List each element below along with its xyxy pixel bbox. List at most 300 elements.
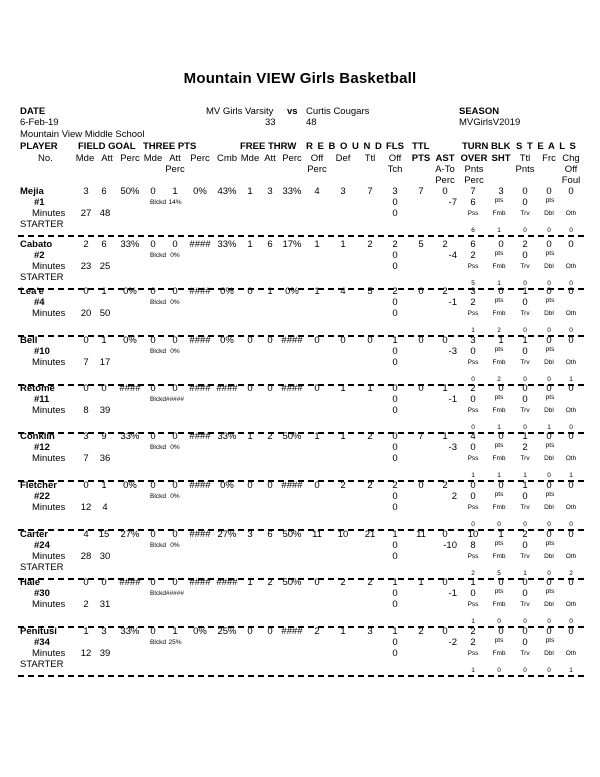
player-chg: 0 [568, 577, 574, 588]
minutes-label: Minutes [32, 357, 66, 368]
player-stl: 2 [522, 529, 528, 540]
dbl-label: Dbl [544, 553, 554, 560]
player-tpp: #### [189, 239, 211, 250]
minutes-label: Minutes [32, 261, 66, 272]
tp-perc-header: Perc [190, 153, 210, 164]
player-stl: 1 [522, 335, 528, 346]
player-dreb: 1 [340, 626, 346, 637]
oth-label: Oth [565, 553, 577, 560]
player-ttl: 7 [418, 186, 424, 197]
player-ato: -7 [448, 197, 457, 208]
player-stl-pts: 0 [522, 346, 528, 357]
turnover-pts-label: pts [494, 346, 504, 353]
player-fgm: 3 [83, 186, 89, 197]
rebound-col-header: R E B O U N D [306, 141, 383, 152]
player-dreb: 10 [337, 529, 349, 540]
blckd-perc: 0% [170, 348, 180, 355]
pss-value: 5 [471, 280, 475, 287]
player-tpa: 0 [172, 529, 178, 540]
player-dreb: 2 [340, 480, 346, 491]
player-num: #10 [34, 346, 50, 357]
three-pts-col-header: THREE PTS [143, 141, 197, 152]
player-ast: 1 [442, 431, 448, 442]
player-min2: 39 [99, 405, 111, 416]
home-score: 33 [265, 117, 276, 128]
player-ttl: 1 [418, 577, 424, 588]
player-blk: 0 [498, 383, 504, 394]
dbl-label: Dbl [544, 210, 554, 217]
fmb-value: 2 [497, 376, 501, 383]
player-ftp: #### [281, 335, 303, 346]
player-tch: 0 [392, 648, 398, 659]
player-chg: 0 [546, 626, 552, 637]
player-chg: 0 [568, 239, 574, 250]
oth-value: 1 [569, 376, 573, 383]
fmb-label: Fmb [492, 310, 506, 317]
player-fls: 0 [392, 383, 398, 394]
player-ast: 0 [442, 626, 448, 637]
vs-label: vs [287, 106, 298, 117]
blckd-label: Blckd [150, 444, 166, 451]
player-fta: 2 [267, 577, 273, 588]
fmb-value: 0 [497, 521, 501, 528]
player-row [0, 577, 600, 629]
player-fgp: #### [119, 383, 141, 394]
player-stl: 1 [522, 431, 528, 442]
player-fgp: 0% [123, 335, 137, 346]
ft-perc-header: Perc [282, 153, 302, 164]
fmb-value: 1 [497, 472, 501, 479]
player-dreb: 1 [340, 239, 346, 250]
player-stl-pts: 0 [522, 250, 528, 261]
player-ast: 2 [442, 286, 448, 297]
player-min1: 23 [80, 261, 92, 272]
oth-label: Oth [565, 359, 577, 366]
player-ftm: 0 [247, 383, 253, 394]
pss-label: Pss [467, 310, 479, 317]
player-ast: 2 [442, 239, 448, 250]
player-stl: 0 [522, 383, 528, 394]
player-fls: 1 [392, 529, 398, 540]
player-tpa: 1 [172, 626, 178, 637]
player-blk: 1 [498, 529, 504, 540]
player-treb: 21 [364, 529, 376, 540]
player-num: #12 [34, 442, 50, 453]
player-to-pts: 6 [470, 197, 476, 208]
minutes-label: Minutes [32, 648, 66, 659]
player-fta: 1 [267, 286, 273, 297]
player-cmb: 33% [217, 431, 237, 442]
player-fgm: 0 [83, 286, 89, 297]
player-ftp: #### [281, 480, 303, 491]
player-col-header: PLAYER [20, 141, 58, 152]
player-min2: 17 [99, 357, 111, 368]
player-dreb: 1 [340, 431, 346, 442]
player-blk: 3 [498, 186, 504, 197]
player-fga: 3 [101, 626, 107, 637]
player-ato: -3 [448, 346, 457, 357]
player-treb: 2 [367, 239, 373, 250]
player-chg: 0 [546, 431, 552, 442]
player-num: #30 [34, 588, 50, 599]
dbl-value: 0 [547, 472, 551, 479]
player-to: 4 [470, 431, 476, 442]
turnover-pts-label: pts [494, 250, 504, 257]
player-dreb: 2 [340, 577, 346, 588]
player-fgm: 0 [83, 577, 89, 588]
blckd-perc: ##### [165, 590, 185, 597]
player-chg: 0 [568, 480, 574, 491]
player-cmb: 33% [217, 239, 237, 250]
away-score: 48 [306, 117, 317, 128]
player-oreb: 11 [312, 529, 322, 540]
trv-value: 0 [523, 618, 527, 625]
player-fga: 1 [101, 335, 107, 346]
dbl-label: Dbl [544, 407, 554, 414]
cmb-header: Cmb [216, 153, 238, 164]
trv-label: Trv [520, 359, 530, 366]
player-chg: 0 [568, 286, 574, 297]
player-to-pts: 8 [470, 540, 476, 551]
player-ttl: 0 [418, 335, 424, 346]
player-fta: 0 [267, 335, 273, 346]
oth-label: Oth [565, 504, 577, 511]
player-oreb: 1 [314, 239, 320, 250]
player-fta: 0 [267, 383, 273, 394]
player-tch: 0 [392, 551, 398, 562]
oth-value: 1 [569, 472, 573, 479]
player-name: Hale [20, 577, 41, 588]
dbl-label: Dbl [544, 359, 554, 366]
player-ftm: 3 [247, 529, 253, 540]
player-row [0, 239, 600, 291]
pss-value: 6 [471, 227, 475, 234]
player-min2: 36 [99, 453, 111, 464]
fmb-label: Fmb [492, 553, 506, 560]
pss-label: Pss [467, 601, 479, 608]
trv-label: Trv [520, 210, 530, 217]
pss-label: Pss [467, 650, 479, 657]
player-fls: 2 [392, 286, 398, 297]
player-name: Mejia [20, 186, 44, 197]
player-tpp: #### [189, 335, 211, 346]
trv-value: 1 [523, 472, 527, 479]
season-name: MVGirlsV2019 [459, 117, 521, 128]
player-fls: 1 [392, 335, 398, 346]
fmb-label: Fmb [492, 263, 506, 270]
player-chg: 0 [568, 383, 574, 394]
blckd-label: Blckd [150, 396, 166, 403]
steal-pts-label: pts [545, 250, 555, 257]
pss-label: Pss [467, 359, 479, 366]
oth-label: Oth [565, 210, 577, 217]
player-fls: 2 [392, 480, 398, 491]
player-ast: 0 [442, 529, 448, 540]
fmb-value: 0 [497, 667, 501, 674]
trv-label: Trv [520, 650, 530, 657]
trv-label: Trv [520, 310, 530, 317]
a-to-perc-header: Perc [435, 175, 455, 186]
dbl-value: 0 [547, 376, 551, 383]
player-ftm: 0 [247, 480, 253, 491]
pss-label: Pss [467, 210, 479, 217]
player-oreb: 0 [314, 577, 320, 588]
ast-header: AST [435, 153, 455, 164]
player-blk: 1 [498, 335, 504, 346]
player-ftm: 0 [247, 286, 253, 297]
date-label: DATE [20, 106, 46, 117]
player-ttl: 5 [418, 239, 424, 250]
blckd-perc: ##### [165, 396, 185, 403]
player-stl: 1 [522, 480, 528, 491]
home-team: MV Girls Varsity [206, 106, 274, 117]
player-fga: 15 [98, 529, 110, 540]
dbl-value: 0 [547, 618, 551, 625]
turnover-pts-label: pts [494, 491, 504, 498]
player-cmb: 0% [220, 286, 234, 297]
dbl-value: 0 [547, 227, 551, 234]
dbl-label: Dbl [544, 601, 554, 608]
trv-label: Trv [520, 263, 530, 270]
oth-label: Oth [565, 310, 577, 317]
player-to-pts: 0 [470, 442, 476, 453]
tp-made-header: Mde [143, 153, 163, 164]
player-oreb: 4 [314, 186, 320, 197]
player-tpp: 0% [193, 626, 207, 637]
player-num: #2 [34, 250, 45, 261]
player-fga: 0 [101, 383, 107, 394]
player-ttl: 2 [418, 626, 424, 637]
player-dreb: 4 [340, 286, 346, 297]
steals-col-header: S T E A L S [516, 141, 577, 152]
player-fta: 0 [267, 480, 273, 491]
player-fgp: #### [119, 577, 141, 588]
minutes-label: Minutes [32, 502, 66, 513]
trv-value: 1 [523, 570, 527, 577]
player-treb: 2 [367, 431, 373, 442]
player-name: Conklin [20, 431, 55, 442]
ttl-col-header: TTL [412, 141, 430, 152]
player-fta: 0 [267, 626, 273, 637]
player-min2: 25 [99, 261, 111, 272]
player-min1: 7 [83, 453, 89, 464]
player-row [0, 480, 600, 532]
blk-col-header: BLK [491, 141, 511, 152]
player-chg: 0 [568, 186, 574, 197]
player-fgm: 0 [83, 480, 89, 491]
fg-perc-header: Perc [120, 153, 140, 164]
blckd-perc: 0% [170, 542, 180, 549]
player-fga: 1 [101, 286, 107, 297]
minutes-label: Minutes [32, 208, 66, 219]
player-blk: 0 [498, 626, 504, 637]
player-ftp: 33% [282, 186, 302, 197]
player-ftm: 1 [247, 577, 253, 588]
blckd-label: Blckd [150, 199, 166, 206]
player-num: #34 [34, 637, 50, 648]
player-tpp: #### [189, 286, 211, 297]
player-to: 7 [470, 186, 476, 197]
player-to-pts: 2 [470, 250, 476, 261]
player-cmb: 0% [220, 480, 234, 491]
fls-col-header: FLS [386, 141, 404, 152]
player-oreb: 0 [314, 480, 320, 491]
blckd-perc: 0% [170, 252, 180, 259]
player-ato: -3 [448, 442, 457, 453]
player-min2: 31 [99, 599, 111, 610]
player-oreb: 2 [314, 626, 320, 637]
player-blk: 0 [498, 480, 504, 491]
player-tpa: 0 [172, 577, 178, 588]
player-ftp: 50% [282, 431, 302, 442]
steal-pts-label: pts [545, 442, 555, 449]
player-tpm: 0 [150, 186, 156, 197]
pss-label: Pss [467, 263, 479, 270]
player-to: 6 [470, 239, 476, 250]
turnover-pnts-header: Pnts [464, 164, 484, 175]
steal-pts-label: pts [545, 491, 555, 498]
player-tpm: 0 [150, 480, 156, 491]
trv-label: Trv [520, 407, 530, 414]
player-tch: 0 [392, 346, 398, 357]
player-stl-pts: 0 [522, 394, 528, 405]
player-tpp: #### [189, 529, 211, 540]
player-fga: 1 [101, 480, 107, 491]
player-num: #4 [34, 297, 45, 308]
player-tpm: 0 [150, 577, 156, 588]
dbl-label: Dbl [544, 455, 554, 462]
trv-value: 0 [523, 227, 527, 234]
steal-pts-label: pts [545, 637, 555, 644]
player-to: 2 [470, 383, 476, 394]
fmb-label: Fmb [492, 504, 506, 511]
tp-att-header: Att [169, 153, 181, 164]
player-stl: 2 [522, 239, 528, 250]
player-stl-pts: 0 [522, 197, 528, 208]
player-min1: 7 [83, 357, 89, 368]
player-tch: 0 [392, 540, 398, 551]
player-ato: -2 [448, 637, 457, 648]
player-chg: 0 [568, 626, 574, 637]
player-fta: 2 [267, 431, 273, 442]
player-dreb: 1 [340, 383, 346, 394]
player-row [0, 186, 600, 238]
trv-value: 0 [523, 424, 527, 431]
player-tch: 0 [392, 357, 398, 368]
reb-ttl-header: Ttl [364, 153, 376, 164]
player-oreb: 0 [314, 383, 320, 394]
player-tch: 0 [392, 405, 398, 416]
player-chg: 0 [568, 431, 574, 442]
dbl-value: 0 [547, 570, 551, 577]
steal-pts-label: pts [545, 346, 555, 353]
stl-frc-header: Frc [542, 153, 556, 164]
player-min1: 12 [80, 502, 92, 513]
away-team: Curtis Cougars [306, 106, 370, 117]
player-fgp: 50% [120, 186, 140, 197]
player-to-pts: 2 [470, 637, 476, 648]
player-fga: 6 [101, 239, 107, 250]
player-fgp: 33% [120, 431, 140, 442]
player-oreb: 1 [314, 431, 320, 442]
player-tpa: 0 [172, 239, 178, 250]
player-ftm: 1 [247, 239, 253, 250]
minutes-label: Minutes [32, 599, 66, 610]
fmb-value: 2 [497, 327, 501, 334]
pss-value: 2 [471, 570, 475, 577]
player-min1: 2 [83, 599, 89, 610]
player-row [0, 431, 600, 483]
fls-off-header: Off [388, 153, 402, 164]
player-tpm: 0 [150, 529, 156, 540]
player-to-pts: 0 [470, 394, 476, 405]
player-treb: 2 [367, 480, 373, 491]
player-blk: 0 [498, 431, 504, 442]
player-fgm: 1 [83, 626, 89, 637]
player-to: 2 [470, 626, 476, 637]
trv-value: 0 [523, 376, 527, 383]
stl-ttl-header: Ttl [519, 153, 531, 164]
player-to: 3 [470, 335, 476, 346]
player-name: Fletcher [20, 480, 57, 491]
pss-value: 0 [471, 424, 475, 431]
player-treb: 1 [367, 383, 373, 394]
player-ftp: 0% [285, 286, 299, 297]
stl-chg-header: Chg [562, 153, 580, 164]
player-stl-pts: 2 [522, 442, 528, 453]
player-fgp: 33% [120, 626, 140, 637]
player-starter: STARTER [20, 219, 64, 230]
player-ast: 0 [442, 577, 448, 588]
over-header: OVER [460, 153, 488, 164]
player-chg: 0 [546, 186, 552, 197]
turnover-pts-label: pts [494, 637, 504, 644]
player-chg: 0 [546, 577, 552, 588]
tch-header: Tch [387, 164, 403, 175]
player-cmb: 27% [217, 529, 237, 540]
oth-label: Oth [565, 601, 577, 608]
player-ato: -1 [448, 297, 457, 308]
player-tpa: 0 [172, 383, 178, 394]
player-oreb: 1 [314, 286, 320, 297]
player-blk: 0 [498, 577, 504, 588]
pss-label: Pss [467, 504, 479, 511]
player-ftm: 1 [247, 431, 253, 442]
oth-value: 0 [569, 424, 573, 431]
oth-value: 0 [569, 521, 573, 528]
minutes-label: Minutes [32, 308, 66, 319]
player-tch: 0 [392, 250, 398, 261]
fmb-value: 1 [497, 424, 501, 431]
player-fls: 3 [392, 186, 398, 197]
player-tpm: 0 [150, 335, 156, 346]
player-stl-pts: 0 [522, 491, 528, 502]
pss-label: Pss [467, 553, 479, 560]
player-starter: STARTER [20, 562, 64, 573]
player-ftm: 1 [247, 186, 253, 197]
player-to-pts: 0 [470, 491, 476, 502]
player-fgp: 0% [123, 480, 137, 491]
turnover-pts-label: pts [494, 297, 504, 304]
player-treb: 2 [367, 577, 373, 588]
pss-value: 0 [471, 376, 475, 383]
turnover-pts-label: pts [494, 394, 504, 401]
player-min1: 8 [83, 405, 89, 416]
player-treb: 3 [367, 626, 373, 637]
player-stl-pts: 0 [522, 540, 528, 551]
turnover-pts-label: pts [494, 540, 504, 547]
player-name: Lea'e [20, 286, 44, 297]
